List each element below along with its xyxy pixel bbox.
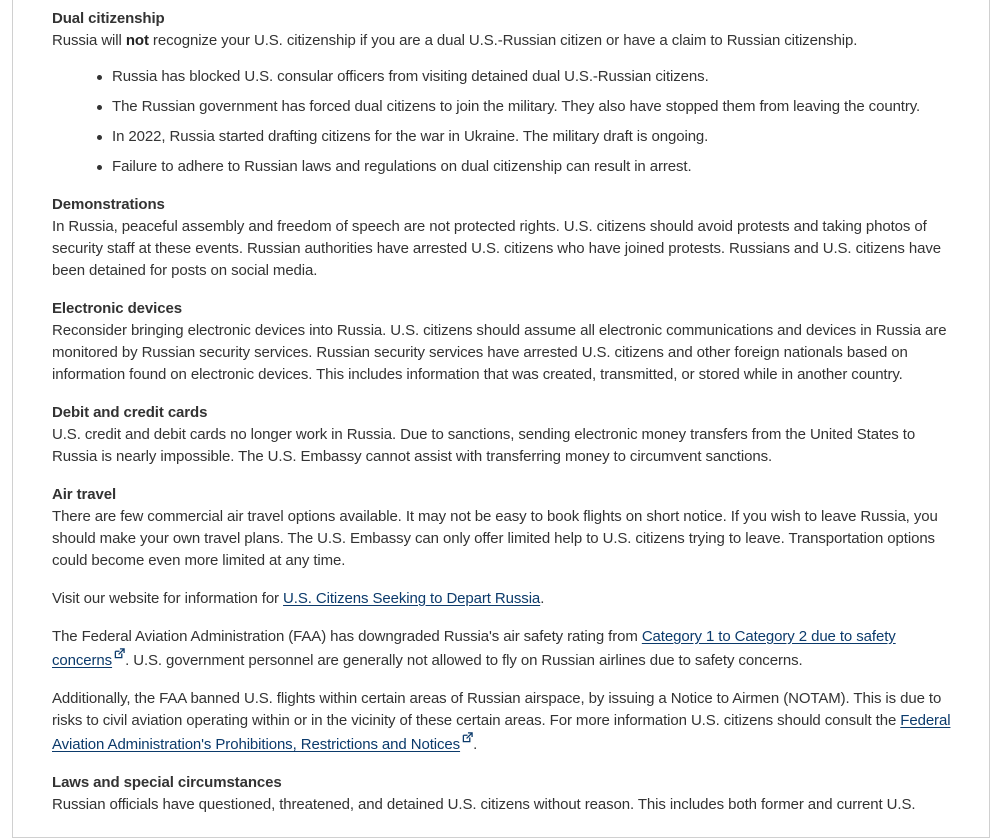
cards-text: U.S. credit and debit cards no longer work in Russia. Due to sanctions, sending electronic money transfers from the United States to Russia is nearly impossible. The U.S. Embassy cannot assist with transferring money to circumvent sanctions.: [52, 426, 916, 465]
heading-cards: Debit and credit cards: [52, 404, 208, 421]
visit-text-end: .: [540, 590, 545, 607]
list-item: Failure to adhere to Russian laws and regulations on dual citizenship can result in arrest.: [112, 156, 952, 178]
air-travel-text: There are few commercial air travel options available. It may not be easy to book flights on short notice. If you wish to leave Russia, you should make your own travel plans. The U.S. Embassy can only offer limited help to U.S. citizens trying to leave. Transportation options could become even more limited at any time.: [52, 508, 938, 569]
section-air-travel: [52, 484, 952, 756]
heading-air-travel: Air travel: [52, 486, 117, 503]
dual-citizenship-intro: [52, 30, 952, 52]
heading-demonstrations: Demonstrations: [52, 196, 165, 213]
dual-citizenship-list: [52, 66, 952, 178]
section-demonstrations: [52, 194, 952, 282]
section-electronic-devices: [52, 298, 952, 386]
demonstrations-text: In Russia, peaceful assembly and freedom of speech are not protected rights. U.S. citizens should avoid protests and taking photos of security staff at these events. Russian authorities have arrested U.S. citizens who have joined protests. Russians and U.S. citizens have been detained for posts on social media.: [52, 218, 941, 279]
depart-russia-link[interactable]: U.S. Citizens Seeking to Depart Russia: [283, 590, 541, 607]
laws-text: Russian officials have questioned, threatened, and detained U.S. citizens without reason. This includes both former and current U.S.: [52, 796, 916, 813]
intro-text-before: Russia will: [52, 32, 126, 49]
section-dual-citizenship: [52, 8, 952, 178]
notam-text: Additionally, the FAA banned U.S. flights within certain areas of Russian airspace, by issuing a Notice to Airmen (NOTAM). This is due to risks to civil aviation operating within or in the vicinity of these certain areas. For more information U.S. citizens should consult the: [52, 690, 942, 729]
intro-text-after: recognize your U.S. citizenship if you are a dual U.S.-Russian citizen or have a claim to Russian citizenship.: [148, 32, 858, 49]
visit-text: Visit our website for information for: [52, 590, 284, 607]
notam-text-end: .: [473, 736, 478, 753]
external-link-icon: [114, 648, 125, 659]
external-link-icon: [462, 732, 473, 743]
list-item: Russia has blocked U.S. consular officers from visiting detained dual U.S.-Russian citizens.: [112, 66, 952, 88]
section-laws: [52, 772, 952, 816]
notam-paragraph: [52, 688, 952, 756]
faa-text-end: . U.S. government personnel are generally not allowed to fly on Russian airlines due to safety concerns.: [125, 652, 803, 669]
faa-category-link-text[interactable]: Category 1 to Category 2 due to safety concerns: [52, 628, 896, 669]
heading-electronic-devices: Electronic devices: [52, 300, 182, 317]
faa-text: The Federal Aviation Administration (FAA) has downgraded Russia's air safety rating from: [52, 628, 642, 645]
list-item: The Russian government has forced dual citizens to join the military. They also have stopped them from leaving the country.: [112, 96, 952, 118]
visit-paragraph: [52, 588, 952, 610]
heading-dual-citizenship: Dual citizenship: [52, 10, 165, 27]
faa-paragraph: [52, 626, 952, 672]
faa-prohibitions-link-text[interactable]: Federal Aviation Administration's Prohibitions, Restrictions and Notices: [52, 712, 951, 753]
section-cards: [52, 402, 952, 468]
electronic-devices-text: Reconsider bringing electronic devices into Russia. U.S. citizens should assume all electronic communications and devices in Russia are monitored by Russian security services. Russian security services have arrested U.S. citizens and other foreign nationals based on information found on electronic devices. This includes information that was created, transmitted, or stored while in another country.: [52, 322, 947, 383]
intro-emphasis: not: [125, 32, 149, 49]
article-content: [52, 8, 952, 816]
heading-laws: Laws and special circumstances: [52, 774, 282, 791]
list-item: In 2022, Russia started drafting citizens for the war in Ukraine. The military draft is ongoing.: [112, 126, 952, 148]
